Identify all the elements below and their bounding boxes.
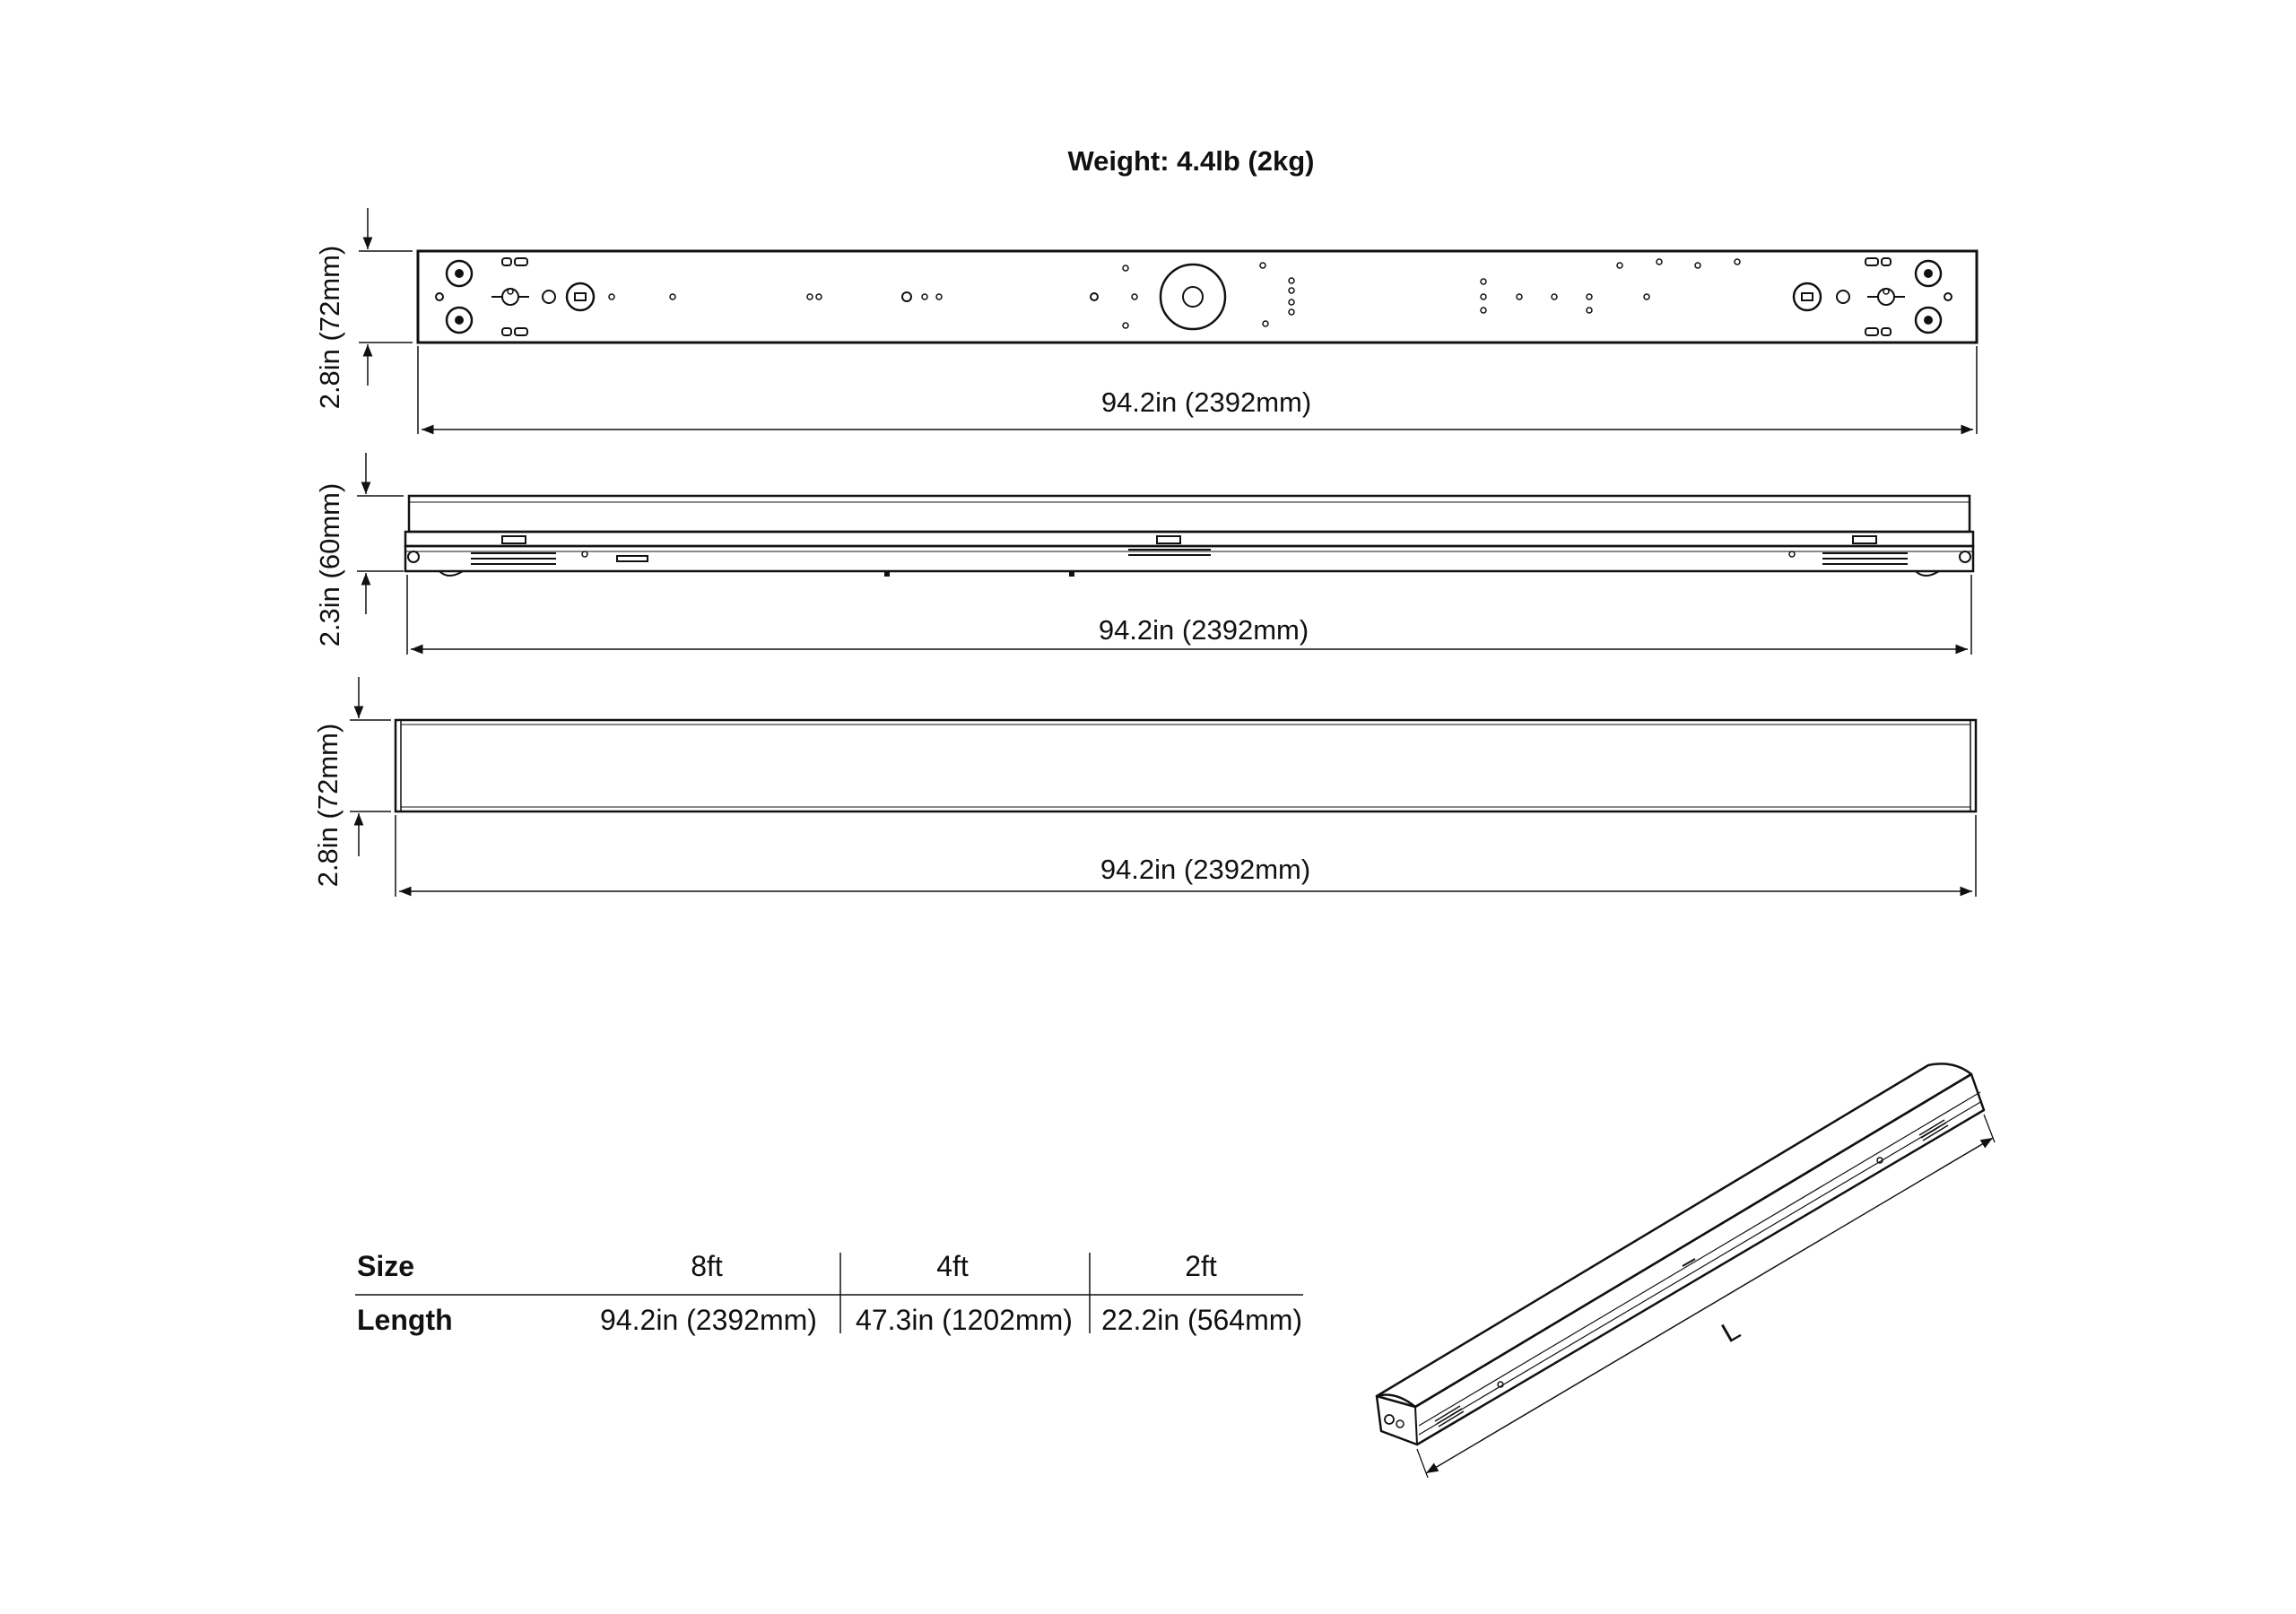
table-length-4ft: 47.3in (1202mm)	[856, 1304, 1073, 1336]
table-size-2ft: 2ft	[1185, 1250, 1217, 1282]
iso-length-label: L	[1716, 1314, 1745, 1349]
side-length-label: 94.2in (2392mm)	[1098, 614, 1309, 646]
top-height-label: 2.8in (72mm)	[314, 245, 345, 410]
front-height-label: 2.8in (72mm)	[312, 723, 344, 888]
top-view	[314, 208, 1977, 434]
table-size-8ft: 8ft	[691, 1250, 723, 1282]
table-size-header: Size	[357, 1250, 415, 1282]
table-length-2ft: 22.2in (564mm)	[1100, 1304, 1303, 1336]
front-view	[312, 677, 1976, 897]
top-length-label: 94.2in (2392mm)	[1100, 386, 1312, 418]
side-view	[314, 453, 1973, 655]
table-length-8ft: 94.2in (2392mm)	[600, 1304, 817, 1336]
side-height-label: 2.3in (60mm)	[314, 482, 345, 647]
weight-title: Weight: 4.4lb (2kg)	[1067, 145, 1315, 177]
size-table	[355, 1250, 1303, 1336]
front-length-label: 94.2in (2392mm)	[1100, 854, 1311, 885]
table-size-4ft: 4ft	[936, 1250, 969, 1282]
table-length-header: Length	[357, 1304, 453, 1336]
isometric-view	[1377, 1063, 1995, 1478]
